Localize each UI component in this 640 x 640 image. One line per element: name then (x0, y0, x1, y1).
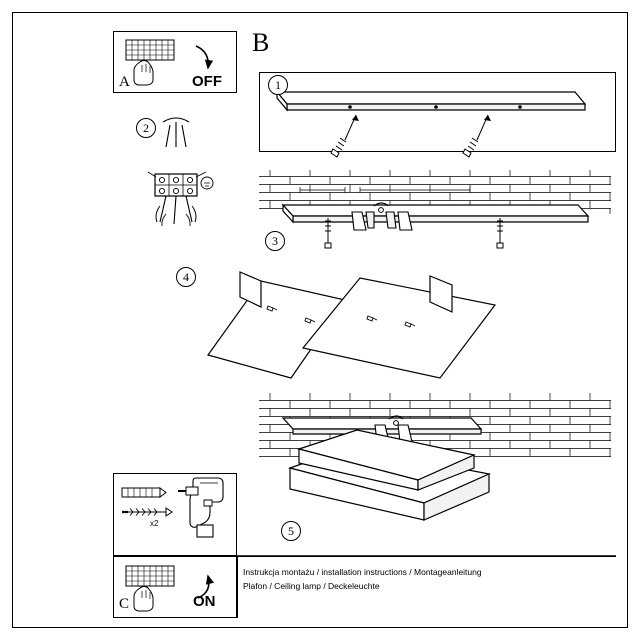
section-label-b: B (252, 28, 270, 57)
footer-line-1: Instrukcja montażu / installation instructions / Montageanleitung (243, 567, 482, 577)
section-label-c: C (119, 596, 130, 612)
panel-c-on-box (113, 556, 237, 618)
switch-off-label: OFF (192, 73, 222, 90)
section-label-a: A (119, 74, 130, 90)
step-3-number: 3 (265, 231, 285, 251)
step-2-number: 2 (136, 118, 156, 138)
step-4-number: 4 (176, 267, 196, 287)
step-1-box (259, 72, 616, 152)
footer-line-2: Plafon / Ceiling lamp / Deckeleuchte (243, 581, 380, 591)
step-5-number: 5 (281, 521, 301, 541)
step-1-number: 1 (268, 75, 288, 95)
hardware-quantity-label: x2 (150, 519, 159, 528)
switch-on-label: ON (193, 593, 216, 610)
hardware-box (113, 473, 237, 556)
